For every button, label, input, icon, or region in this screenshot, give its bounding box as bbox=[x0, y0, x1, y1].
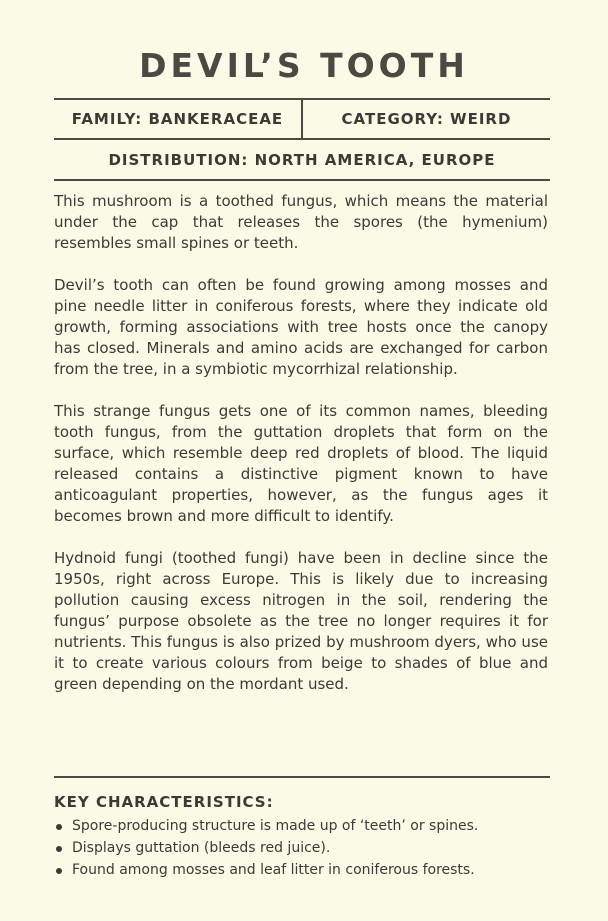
bullet-icon bbox=[56, 846, 62, 852]
key-characteristics-list bbox=[54, 815, 548, 881]
description-paragraph: This strange fungus gets one of its common names, bleeding tooth fungus, from the guttation droplets that form on the surface, which resemble deep red droplets of blood. The liquid released contains a distinctive pigment known to have anticoagulant properties, however, as the fungus ages it becomes brown and more difficult to identify. bbox=[54, 402, 548, 525]
description-paragraph: Devil’s tooth can often be found growing among mosses and pine needle litter in coniferous forests, where they indicate old growth, forming associations with tree hosts once the canopy has closed. Minerals and amino acids are exchanged for carbon from the tree, in a symbiotic mycorrhizal relationship. bbox=[54, 276, 548, 378]
category-label: CATEGORY: WEIRD bbox=[341, 110, 512, 128]
description-paragraph: Hydnoid fungi (toothed fungi) have been in decline since the 1950s, right across Europe. This is likely due to increasing pollution causing excess nitrogen in the soil, rendering the fungus’ purpose obsolete as the tree no longer requires it for nutrients. This fungus is also prized by mushroom dyers, who use it to create various colours from beige to shades of blue and green depending on the mordant used. bbox=[54, 549, 548, 693]
key-characteristics-heading: KEY CHARACTERISTICS: bbox=[54, 793, 274, 811]
family-label: FAMILY: BANKERACEAE bbox=[71, 110, 284, 128]
list-item: Spore-producing structure is made up of ‘teeth’ or spines. bbox=[54, 815, 548, 837]
bullet-icon bbox=[56, 824, 62, 830]
list-item: Found among mosses and leaf litter in coniferous forests. bbox=[54, 859, 548, 881]
page-title: DEVIL’S TOOTH bbox=[139, 46, 469, 85]
bullet-icon bbox=[56, 868, 62, 874]
description bbox=[54, 191, 548, 716]
characteristics-rule bbox=[54, 776, 550, 778]
header-middle-rule bbox=[54, 138, 550, 140]
header-bottom-rule bbox=[54, 179, 550, 181]
distribution-label: DISTRIBUTION: NORTH AMERICA, EUROPE bbox=[108, 151, 496, 169]
list-item: Displays guttation (bleeds red juice). bbox=[54, 837, 548, 859]
description-paragraph: This mushroom is a toothed fungus, which means the material under the cap that releases the spores (the hymenium) resembles small spines or teeth. bbox=[54, 192, 548, 252]
